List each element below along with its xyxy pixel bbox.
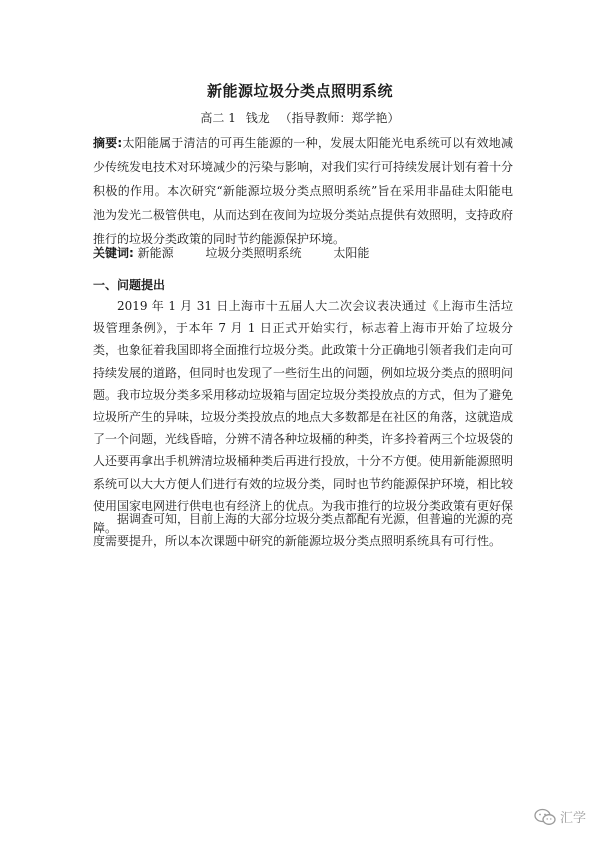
- abstract-text: 太阳能属于清洁的可再生能源的一种，发展太阳能光电系统可以有效地减少传统发电技术对环境减少的污染与影响，对我们实行可持续发展计划有着十分积极的作用。本次研究“新能源垃圾分类点照明系统”旨在采用非晶硅太阳能电池为发光二极管供电，从而达到在夜间为垃圾分类站点提供有效照明，支持政府推行的垃圾分类政策的同时节约能源保护环境。: [93, 136, 514, 246]
- keyword-item: 太阳能: [333, 246, 370, 260]
- keywords-label: 关键词:: [93, 246, 134, 260]
- keyword-item: 垃圾分类照明系统: [205, 246, 302, 260]
- keywords-line: [93, 243, 397, 263]
- section-heading: 一、问题提出: [93, 278, 166, 292]
- abstract: [93, 131, 513, 251]
- wechat-logo-icon: [534, 808, 556, 826]
- abstract-label: 摘要:: [93, 136, 123, 150]
- author-class: 高二 1: [200, 111, 236, 125]
- author-advisor: （指导教师：郑学艳）: [279, 111, 400, 125]
- document-title: 新能源垃圾分类点照明系统: [206, 82, 393, 100]
- author-name: 钱龙: [245, 111, 270, 125]
- body-paragraph: 2019 年 1 月 31 日上海市十五届人大二次会议表决通过《上海市生活垃圾管理条例》，于本年 7 月 1 日正式开始实行，标志着上海市开始了垃圾分类，也象征着我国即将全面推行垃圾分类。此政策十分正确地引领者我们走向可持续发展的道路，但同时也发现了一些衍生出的问题，例如垃圾分类点的照明问题。我市垃圾分类多采用移动垃圾箱与固定垃圾分类投放点的方式，但为了避免垃圾所产生的异味，垃圾分类投放点的地点大多数都是在社区的角落，这就造成了一个问题，光线昏暗，分辨不清各种垃圾桶的种类，许多拎着两三个垃圾袋的人还要再拿出手机辨清垃圾桶种类后再进行投放，十分不方便。使用新能源照明系统可以大大方便人们进行有效的垃圾分类，同时也节约能源保护环境，相比较使用国家电网进行供电也有经济上的优点。为我市推行的垃圾分类政策有更好保障。: [93, 299, 514, 536]
- author-line: [0, 109, 600, 126]
- keyword-item: 新能源: [137, 246, 174, 260]
- watermark: [534, 807, 586, 826]
- watermark-text: 汇学: [559, 811, 586, 826]
- body-paragraph: 据调查可知，目前上海的大部分垃圾分类点都配有光源，但普遍的光源的亮度需要提升，所以本次课题中研究的新能源垃圾分类点照明系统具有可行性。: [93, 512, 514, 549]
